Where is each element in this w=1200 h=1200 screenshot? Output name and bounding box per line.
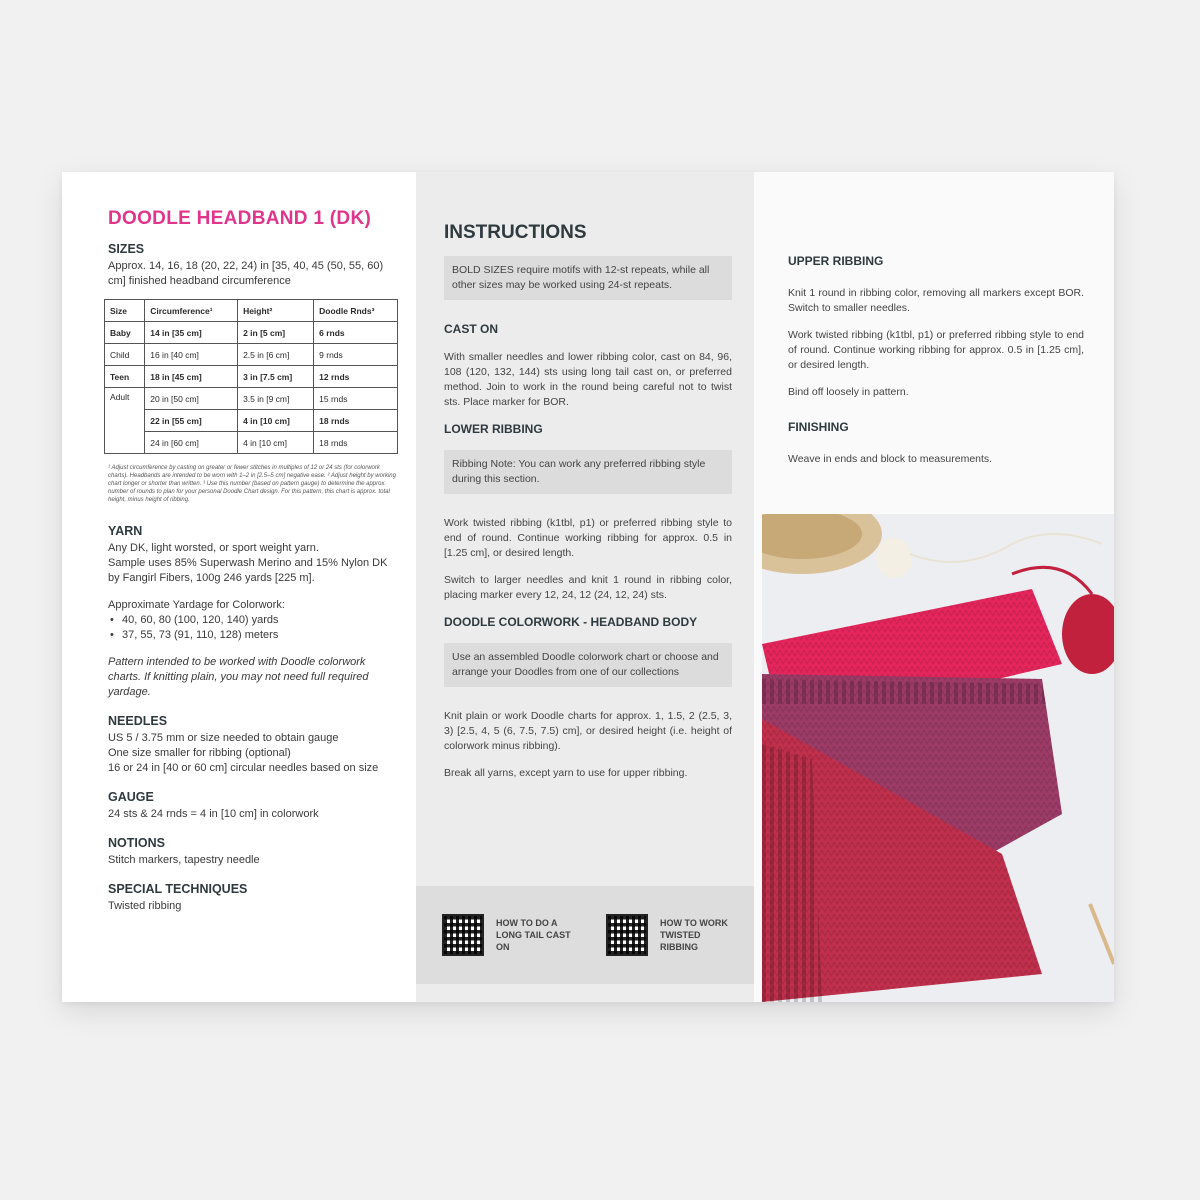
pattern-title: DOODLE HEADBAND 1 (DK): [108, 208, 372, 229]
cell-rnds: 6 rnds: [314, 322, 398, 344]
table-row: [105, 322, 398, 344]
finishing-text: Weave in ends and block to measurements.: [788, 453, 993, 465]
cell-rnds: 18 rnds: [314, 410, 398, 432]
cell-circ: 24 in [60 cm]: [145, 432, 238, 454]
table-row: [105, 432, 398, 454]
upper-ribbing-text-1: Knit 1 round in ribbing color, removing all markers except BOR. Switch to smaller needles.: [788, 287, 1084, 314]
cell-height: 3.5 in [9 cm]: [238, 388, 314, 410]
gauge-text: 24 sts & 24 rnds = 4 in [10 cm] in colorwork: [108, 808, 319, 820]
cell-rnds: 18 rnds: [314, 432, 398, 454]
table-row: [105, 366, 398, 388]
table-row: [105, 344, 398, 366]
middle-panel: [416, 172, 754, 1002]
headband-photo-illustration: [762, 514, 1114, 1002]
ribbing-note: Ribbing Note: You can work any preferred ribbing style during this section.: [444, 450, 732, 494]
needles-text-3: 16 or 24 in [40 or 60 cm] circular needles based on size: [108, 762, 379, 774]
lower-ribbing-text-2: Switch to larger needles and knit 1 round in ribbing color, placing marker every 12, 24, 12 (24, 12, 24) sts.: [444, 574, 732, 601]
colorwork-heading: DOODLE COLORWORK - HEADBAND BODY: [444, 615, 698, 629]
yardage-label: Approximate Yardage for Colorwork:: [108, 599, 285, 611]
cell-circ: 16 in [40 cm]: [145, 344, 238, 366]
col-doodle-rnds: Doodle Rnds³: [314, 300, 398, 322]
col-height: Height²: [238, 300, 314, 322]
notions-section: [108, 836, 398, 868]
yarn-text-1: Any DK, light worsted, or sport weight yarn.: [108, 542, 319, 554]
headband-photo: [762, 514, 1114, 1002]
needles-text-1: US 5 / 3.75 mm or size needed to obtain gauge: [108, 732, 339, 744]
special-techniques-text: Twisted ribbing: [108, 900, 182, 912]
pattern-note: Pattern intended to be worked with Doodle colorwork charts. If knitting plain, you may not need full required yardage.: [108, 656, 369, 698]
cell-height: 3 in [7.5 cm]: [238, 366, 314, 388]
cell-size: Baby: [105, 322, 145, 344]
bold-sizes-note: BOLD SIZES require motifs with 12-st repeats, while all other sizes may be worked using 24-st repeats.: [444, 256, 732, 300]
qr-twisted-ribbing[interactable]: [606, 914, 736, 956]
cell-circ: 20 in [50 cm]: [145, 388, 238, 410]
sizes-text: Approx. 14, 16, 18 (20, 22, 24) in [35, 40, 45 (50, 55, 60) cm] finished headband circumference: [108, 260, 384, 287]
cell-height: 4 in [10 cm]: [238, 410, 314, 432]
colorwork-text-2: Break all yarns, except yarn to use for upper ribbing.: [444, 767, 688, 779]
cell-height: 2.5 in [6 cm]: [238, 344, 314, 366]
cell-size: Teen: [105, 366, 145, 388]
qr-label: HOW TO DO A LONG TAIL CAST ON: [496, 918, 571, 952]
instructions-heading: INSTRUCTIONS: [444, 222, 587, 243]
lower-ribbing-heading: LOWER RIBBING: [444, 422, 543, 436]
table-row: [105, 388, 398, 410]
qr-band: [416, 886, 754, 984]
upper-ribbing-text-2: Work twisted ribbing (k1tbl, p1) or preferred ribbing style to end of round. Continue working ribbing for approx. 0.5 in [1.25 cm], or desired length.: [788, 329, 1084, 371]
brochure: [62, 172, 1114, 1002]
cell-size: Adult: [105, 388, 145, 454]
left-panel: [62, 172, 416, 1002]
col-circumference: Circumference¹: [145, 300, 238, 322]
right-text: [754, 172, 1114, 467]
cell-size: Child: [105, 344, 145, 366]
yarn-text-2: Sample uses 85% Superwash Merino and 15% Nylon DK by Fangirl Fibers, 100g 246 yards [225 m].: [108, 557, 388, 584]
col-size: Size: [105, 300, 145, 322]
right-panel: [754, 172, 1114, 1002]
sizes-heading: SIZES: [108, 242, 145, 256]
special-techniques-section: [108, 882, 398, 914]
table-footnote: ¹ Adjust circumference by casting on greater or fewer stitches in multiples of 12 or 24 sts (for colorwork charts). Headbands are intended to be worn with 1–2 in [2.5–5 cm] negative ease. ² Adjust height by working chart longer or shorter than written. ³ Use this number (based on pattern gauge) to determine the approx. number of rounds to plan for your personal Doodle Chart design. For this pattern, this chart is approx. total height, minus height of ribbing.: [108, 465, 396, 503]
cell-circ: 18 in [45 cm]: [145, 366, 238, 388]
qr-code-icon[interactable]: [606, 914, 648, 956]
cell-height: 2 in [5 cm]: [238, 322, 314, 344]
cell-circ: 14 in [35 cm]: [145, 322, 238, 344]
table-row: [105, 410, 398, 432]
yarn-heading: YARN: [108, 524, 143, 538]
qr-code-icon[interactable]: [442, 914, 484, 956]
needles-text-2: One size smaller for ribbing (optional): [108, 747, 291, 759]
sizes-table: [104, 299, 398, 454]
qr-long-tail-cast-on[interactable]: [442, 914, 572, 956]
yarn-section: [108, 524, 398, 700]
cell-circ: 22 in [55 cm]: [145, 410, 238, 432]
gauge-heading: GAUGE: [108, 790, 154, 804]
upper-ribbing-text-3: Bind off loosely in pattern.: [788, 386, 909, 398]
colorwork-text-1: Knit plain or work Doodle charts for approx. 1, 1.5, 2 (2.5, 3, 3) [2.5, 4, 5 (6, 7.5, 7.5) cm], or desired height (i.e. height of colorwork minus ribbing).: [444, 710, 732, 752]
gauge-section: [108, 790, 398, 822]
cell-rnds: 15 rnds: [314, 388, 398, 410]
cell-rnds: 12 rnds: [314, 366, 398, 388]
upper-ribbing-heading: UPPER RIBBING: [788, 254, 884, 268]
needles-section: [108, 714, 398, 776]
colorwork-note: Use an assembled Doodle colorwork chart or choose and arrange your Doodles from one of our collections: [444, 643, 732, 687]
sizes-table-header: [105, 300, 398, 322]
cast-on-text: With smaller needles and lower ribbing color, cast on 84, 96, 108 (120, 132, 144) sts using long tail cast on, or preferred method. Join to work in the round being careful not to twist sts. Place marker for BOR.: [444, 351, 732, 408]
yardage-yards: • 40, 60, 80 (100, 120, 140) yards: [108, 613, 398, 628]
cell-height: 4 in [10 cm]: [238, 432, 314, 454]
special-techniques-heading: SPECIAL TECHNIQUES: [108, 882, 248, 896]
cast-on-heading: CAST ON: [444, 322, 498, 336]
cell-rnds: 9 rnds: [314, 344, 398, 366]
needles-heading: NEEDLES: [108, 714, 168, 728]
lower-ribbing-text-1: Work twisted ribbing (k1tbl, p1) or preferred ribbing style to end of round. Continue working ribbing for approx. 0.5 in [1.25 cm], or desired length.: [444, 517, 732, 559]
qr-label: HOW TO WORK TWISTED RIBBING: [660, 918, 728, 952]
notions-heading: NOTIONS: [108, 836, 165, 850]
yardage-meters: • 37, 55, 73 (91, 110, 128) meters: [108, 628, 398, 643]
notions-text: Stitch markers, tapestry needle: [108, 854, 260, 866]
finishing-heading: FINISHING: [788, 420, 849, 434]
